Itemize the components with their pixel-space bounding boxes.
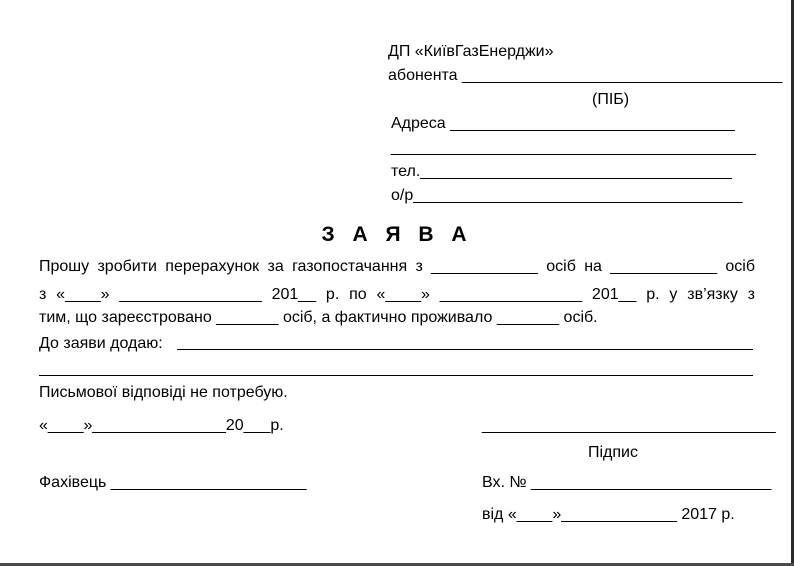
signature-label: Підпис <box>588 444 638 461</box>
address-continuation-field[interactable]: _________________________________________ <box>391 139 756 156</box>
request-line-1[interactable]: Прошу зробити перерахунок за газопостачання з ____________ осіб на ____________ осіб <box>39 258 755 275</box>
document-title: З А Я В А <box>321 223 473 246</box>
incoming-date-field[interactable]: від «____»_____________ 2017 р. <box>482 506 735 523</box>
request-line-2[interactable]: з «____» ________________ 201__ р. по «____» ________________ 201__ р. у зв’язку з <box>39 286 755 303</box>
account-field[interactable]: о/р_____________________________________ <box>391 187 743 204</box>
attachments-label: До заяви додаю: <box>39 335 168 352</box>
signature-line[interactable]: _________________________________ <box>482 417 776 434</box>
no-reply-statement: Письмової відповіді не потребую. <box>39 384 288 401</box>
request-line-3[interactable]: тим, що зареєстровано _______ осіб, а фактично проживало _______ осіб. <box>39 309 598 326</box>
attachments-line-1[interactable] <box>177 349 753 350</box>
subscriber-field[interactable]: абонента ____________________________________ <box>388 67 783 84</box>
date-field[interactable]: «____»_______________20___р. <box>39 417 284 434</box>
phone-field[interactable]: тел.___________________________________ <box>391 163 732 180</box>
incoming-number-field[interactable]: Вх. № ___________________________ <box>482 474 772 491</box>
recipient-name: ДП «КиївГазЕнерджи» <box>388 43 554 60</box>
attachments-line-2[interactable] <box>39 375 753 376</box>
pib-label: (ПІБ) <box>592 91 630 108</box>
specialist-field[interactable]: Фахівець ______________________ <box>39 474 307 491</box>
address-field[interactable]: Адреса ________________________________ <box>391 115 735 132</box>
